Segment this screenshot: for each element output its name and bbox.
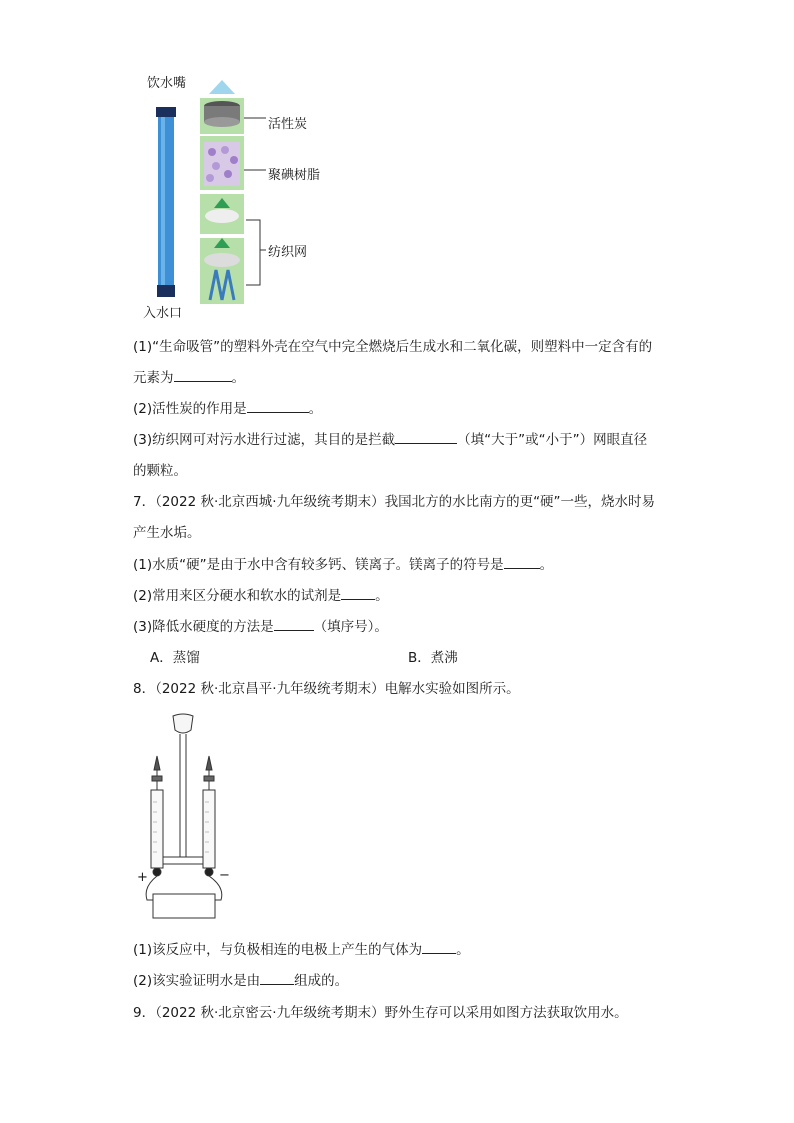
answer-blank[interactable] — [504, 556, 540, 569]
q9-line1: 9．（2022 秋·北京密云·九年级统考期末）野外生存可以采用如图方法获取饮用水。 — [133, 1005, 628, 1021]
q6-p3-line1: (3)纺织网可对污水进行过滤，其目的是拦截 （填“大于”或“小于”）网眼直径 — [133, 432, 648, 448]
tube-cap-bottom — [157, 285, 175, 297]
q8-p1: (1)该反应中，与负极相连的电极上产生的气体为 。 — [133, 942, 470, 958]
tube-cap-top — [156, 107, 176, 117]
label-inlet: 入水口 — [143, 306, 183, 321]
label-resin: 聚碘树脂 — [268, 168, 321, 183]
answer-blank[interactable] — [395, 431, 457, 444]
q7-p1: (1)水质“硬”是由于水中含有较多钙、镁离子。镁离子的符号是 。 — [133, 557, 554, 573]
arrow-top — [209, 80, 235, 94]
answer-blank[interactable] — [341, 587, 375, 600]
q7-p2: (2)常用来区分硬水和软水的试剂是 。 — [133, 588, 389, 604]
q8-line1: 8．（2022 秋·北京昌平·九年级统考期末）电解水实验如图所示。 — [133, 681, 520, 697]
plus-sign: + — [137, 870, 148, 885]
lifestraw-figure — [140, 70, 340, 320]
q6-p3-line2: 的颗粒。 — [133, 463, 187, 479]
q7-option-b[interactable]: B．煮沸 — [408, 650, 458, 666]
label-carbon: 活性炭 — [268, 117, 308, 132]
electrolysis-figure — [133, 712, 243, 922]
electrolysis-apparatus — [133, 712, 243, 922]
q6-p1-line1: (1)“生命吸管”的塑料外壳在空气中完全燃烧后生成水和二氧化碳，则塑料中一定含有的 — [133, 339, 653, 355]
q6-p1-line2: 元素为 。 — [133, 370, 245, 386]
q7-option-a[interactable]: A．蒸馏 — [150, 650, 200, 666]
answer-blank[interactable] — [422, 941, 456, 954]
label-mouth: 饮水嘴 — [147, 76, 187, 91]
q7-line2: 产生水垢。 — [133, 525, 201, 541]
q6-p2: (2)活性炭的作用是 。 — [133, 401, 323, 417]
minus-sign: − — [219, 868, 230, 883]
label-mesh: 纺织网 — [268, 245, 308, 260]
lifestraw-illustration — [140, 70, 270, 310]
q8-p2: (2)该实验证明水是由 组成的。 — [133, 973, 349, 989]
q7-p3: (3)降低水硬度的方法是 （填序号）。 — [133, 619, 388, 635]
answer-blank[interactable] — [174, 369, 232, 382]
tube-body — [158, 117, 174, 287]
answer-blank[interactable] — [247, 400, 309, 413]
q7-line1: 7．（2022 秋·北京西城·九年级统考期末）我国北方的水比南方的更“硬”一些，烧水时易 — [133, 494, 656, 510]
answer-blank[interactable] — [274, 618, 314, 631]
answer-blank[interactable] — [260, 972, 294, 985]
